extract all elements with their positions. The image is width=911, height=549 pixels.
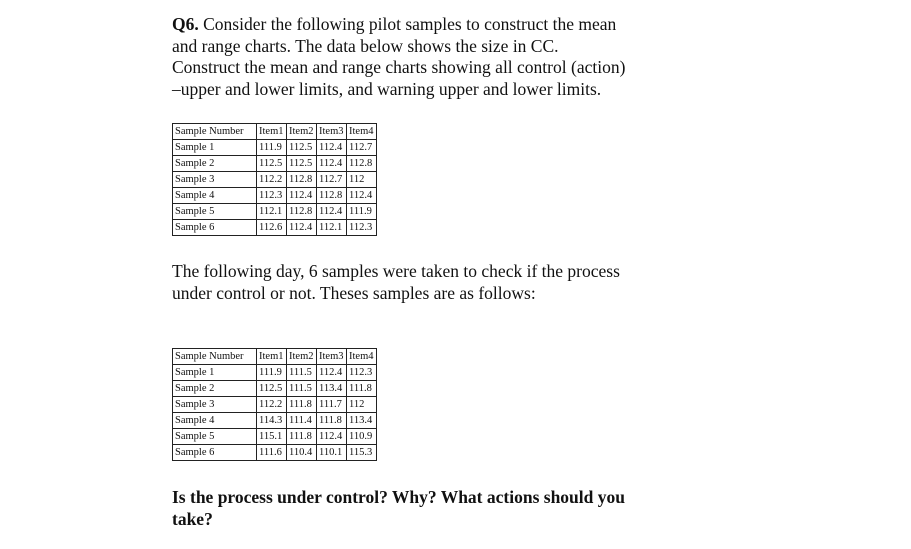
intro-line-3: Construct the mean and range charts showing all control (action)	[172, 57, 626, 77]
table-cell: 111.5	[287, 365, 317, 381]
document-page	[172, 14, 672, 548]
table-header-cell: Sample Number	[173, 349, 257, 365]
table-cell: Sample 3	[173, 172, 257, 188]
table-cell: Sample 6	[173, 220, 257, 236]
question-number: Q6.	[172, 14, 199, 34]
table-cell: Sample 5	[173, 429, 257, 445]
table-cell: 110.9	[347, 429, 377, 445]
table-row	[173, 140, 377, 156]
table-cell: 111.6	[257, 445, 287, 461]
table-header-cell: Item4	[347, 124, 377, 140]
closing-line-2: take?	[172, 508, 213, 529]
table-cell: 112	[347, 172, 377, 188]
intro-line-1: Consider the following pilot samples to construct the mean	[198, 14, 617, 34]
intro-paragraph	[172, 14, 672, 100]
table-header-cell: Item4	[347, 349, 377, 365]
table-cell: 112.8	[347, 156, 377, 172]
table-header-row	[173, 349, 377, 365]
table-cell: 110.1	[317, 445, 347, 461]
closing-question	[172, 487, 652, 530]
table-header-cell: Item3	[317, 124, 347, 140]
table-cell: 111.9	[257, 365, 287, 381]
table-row	[173, 397, 377, 413]
followup-line-2: under control or not. Theses samples are as follows:	[172, 282, 536, 303]
table-cell: 112.2	[257, 397, 287, 413]
table-row	[173, 413, 377, 429]
table-row	[173, 172, 377, 188]
table-header-cell: Sample Number	[173, 124, 257, 140]
table-cell: 112.8	[287, 204, 317, 220]
table-cell: 110.4	[287, 445, 317, 461]
table-cell: 113.4	[347, 413, 377, 429]
table-cell: 112.4	[287, 188, 317, 204]
intro-line-4: –upper and lower limits, and warning upper and lower limits.	[172, 78, 602, 99]
table-cell: 112.1	[317, 220, 347, 236]
table-cell: 112.7	[347, 140, 377, 156]
table-cell: 112.3	[257, 188, 287, 204]
followup-paragraph	[172, 261, 672, 304]
followup-line-1: The following day, 6 samples were taken to check if the process	[172, 261, 620, 281]
table-cell: 112.5	[257, 381, 287, 397]
table-cell: 111.8	[287, 397, 317, 413]
table-cell: 111.9	[257, 140, 287, 156]
table-cell: 111.8	[347, 381, 377, 397]
table-row	[173, 445, 377, 461]
table-row	[173, 188, 377, 204]
table-row	[173, 204, 377, 220]
table-cell: Sample 1	[173, 365, 257, 381]
table-cell: 112.8	[317, 188, 347, 204]
table-cell: Sample 4	[173, 188, 257, 204]
next-day-samples-table	[172, 348, 377, 461]
table-row	[173, 156, 377, 172]
table-cell: Sample 5	[173, 204, 257, 220]
table-cell: 112.4	[317, 156, 347, 172]
table-cell: Sample 4	[173, 413, 257, 429]
table-cell: 111.5	[287, 381, 317, 397]
table-cell: 112.2	[257, 172, 287, 188]
table-cell: 112.4	[347, 188, 377, 204]
table-cell: 115.3	[347, 445, 377, 461]
table-cell: 111.8	[317, 413, 347, 429]
table-cell: 112.4	[317, 429, 347, 445]
table-cell: 111.8	[287, 429, 317, 445]
table-cell: 112.4	[287, 220, 317, 236]
table-header-cell: Item2	[287, 124, 317, 140]
table-cell: 112.3	[347, 220, 377, 236]
table-cell: 112.5	[287, 140, 317, 156]
table-cell: 112.4	[317, 204, 347, 220]
table-header-cell: Item1	[257, 349, 287, 365]
table-cell: 111.7	[317, 397, 347, 413]
pilot-samples-table	[172, 123, 377, 236]
intro-line-2: and range charts. The data below shows the size in CC.	[172, 35, 559, 56]
closing-line-1: Is the process under control? Why? What actions should you	[172, 487, 625, 507]
table-cell: 114.3	[257, 413, 287, 429]
table-cell: 112.4	[317, 140, 347, 156]
table-cell: Sample 2	[173, 381, 257, 397]
table-cell: 112.6	[257, 220, 287, 236]
table-cell: Sample 1	[173, 140, 257, 156]
table-cell: Sample 3	[173, 397, 257, 413]
table-header-cell: Item1	[257, 124, 287, 140]
table-row	[173, 365, 377, 381]
table-cell: 111.4	[287, 413, 317, 429]
table-cell: 112.7	[317, 172, 347, 188]
table-cell: 111.9	[347, 204, 377, 220]
table-header-cell: Item2	[287, 349, 317, 365]
table-header-cell: Item3	[317, 349, 347, 365]
table-cell: 112.4	[317, 365, 347, 381]
table-cell: Sample 2	[173, 156, 257, 172]
table-header-row	[173, 124, 377, 140]
table-cell: 112	[347, 397, 377, 413]
table-cell: 112.5	[257, 156, 287, 172]
table-cell: 112.8	[287, 172, 317, 188]
table-row	[173, 381, 377, 397]
table-cell: Sample 6	[173, 445, 257, 461]
table-cell: 115.1	[257, 429, 287, 445]
table-row	[173, 429, 377, 445]
table-cell: 113.4	[317, 381, 347, 397]
table-cell: 112.3	[347, 365, 377, 381]
table-cell: 112.5	[287, 156, 317, 172]
table-cell: 112.1	[257, 204, 287, 220]
table-row	[173, 220, 377, 236]
